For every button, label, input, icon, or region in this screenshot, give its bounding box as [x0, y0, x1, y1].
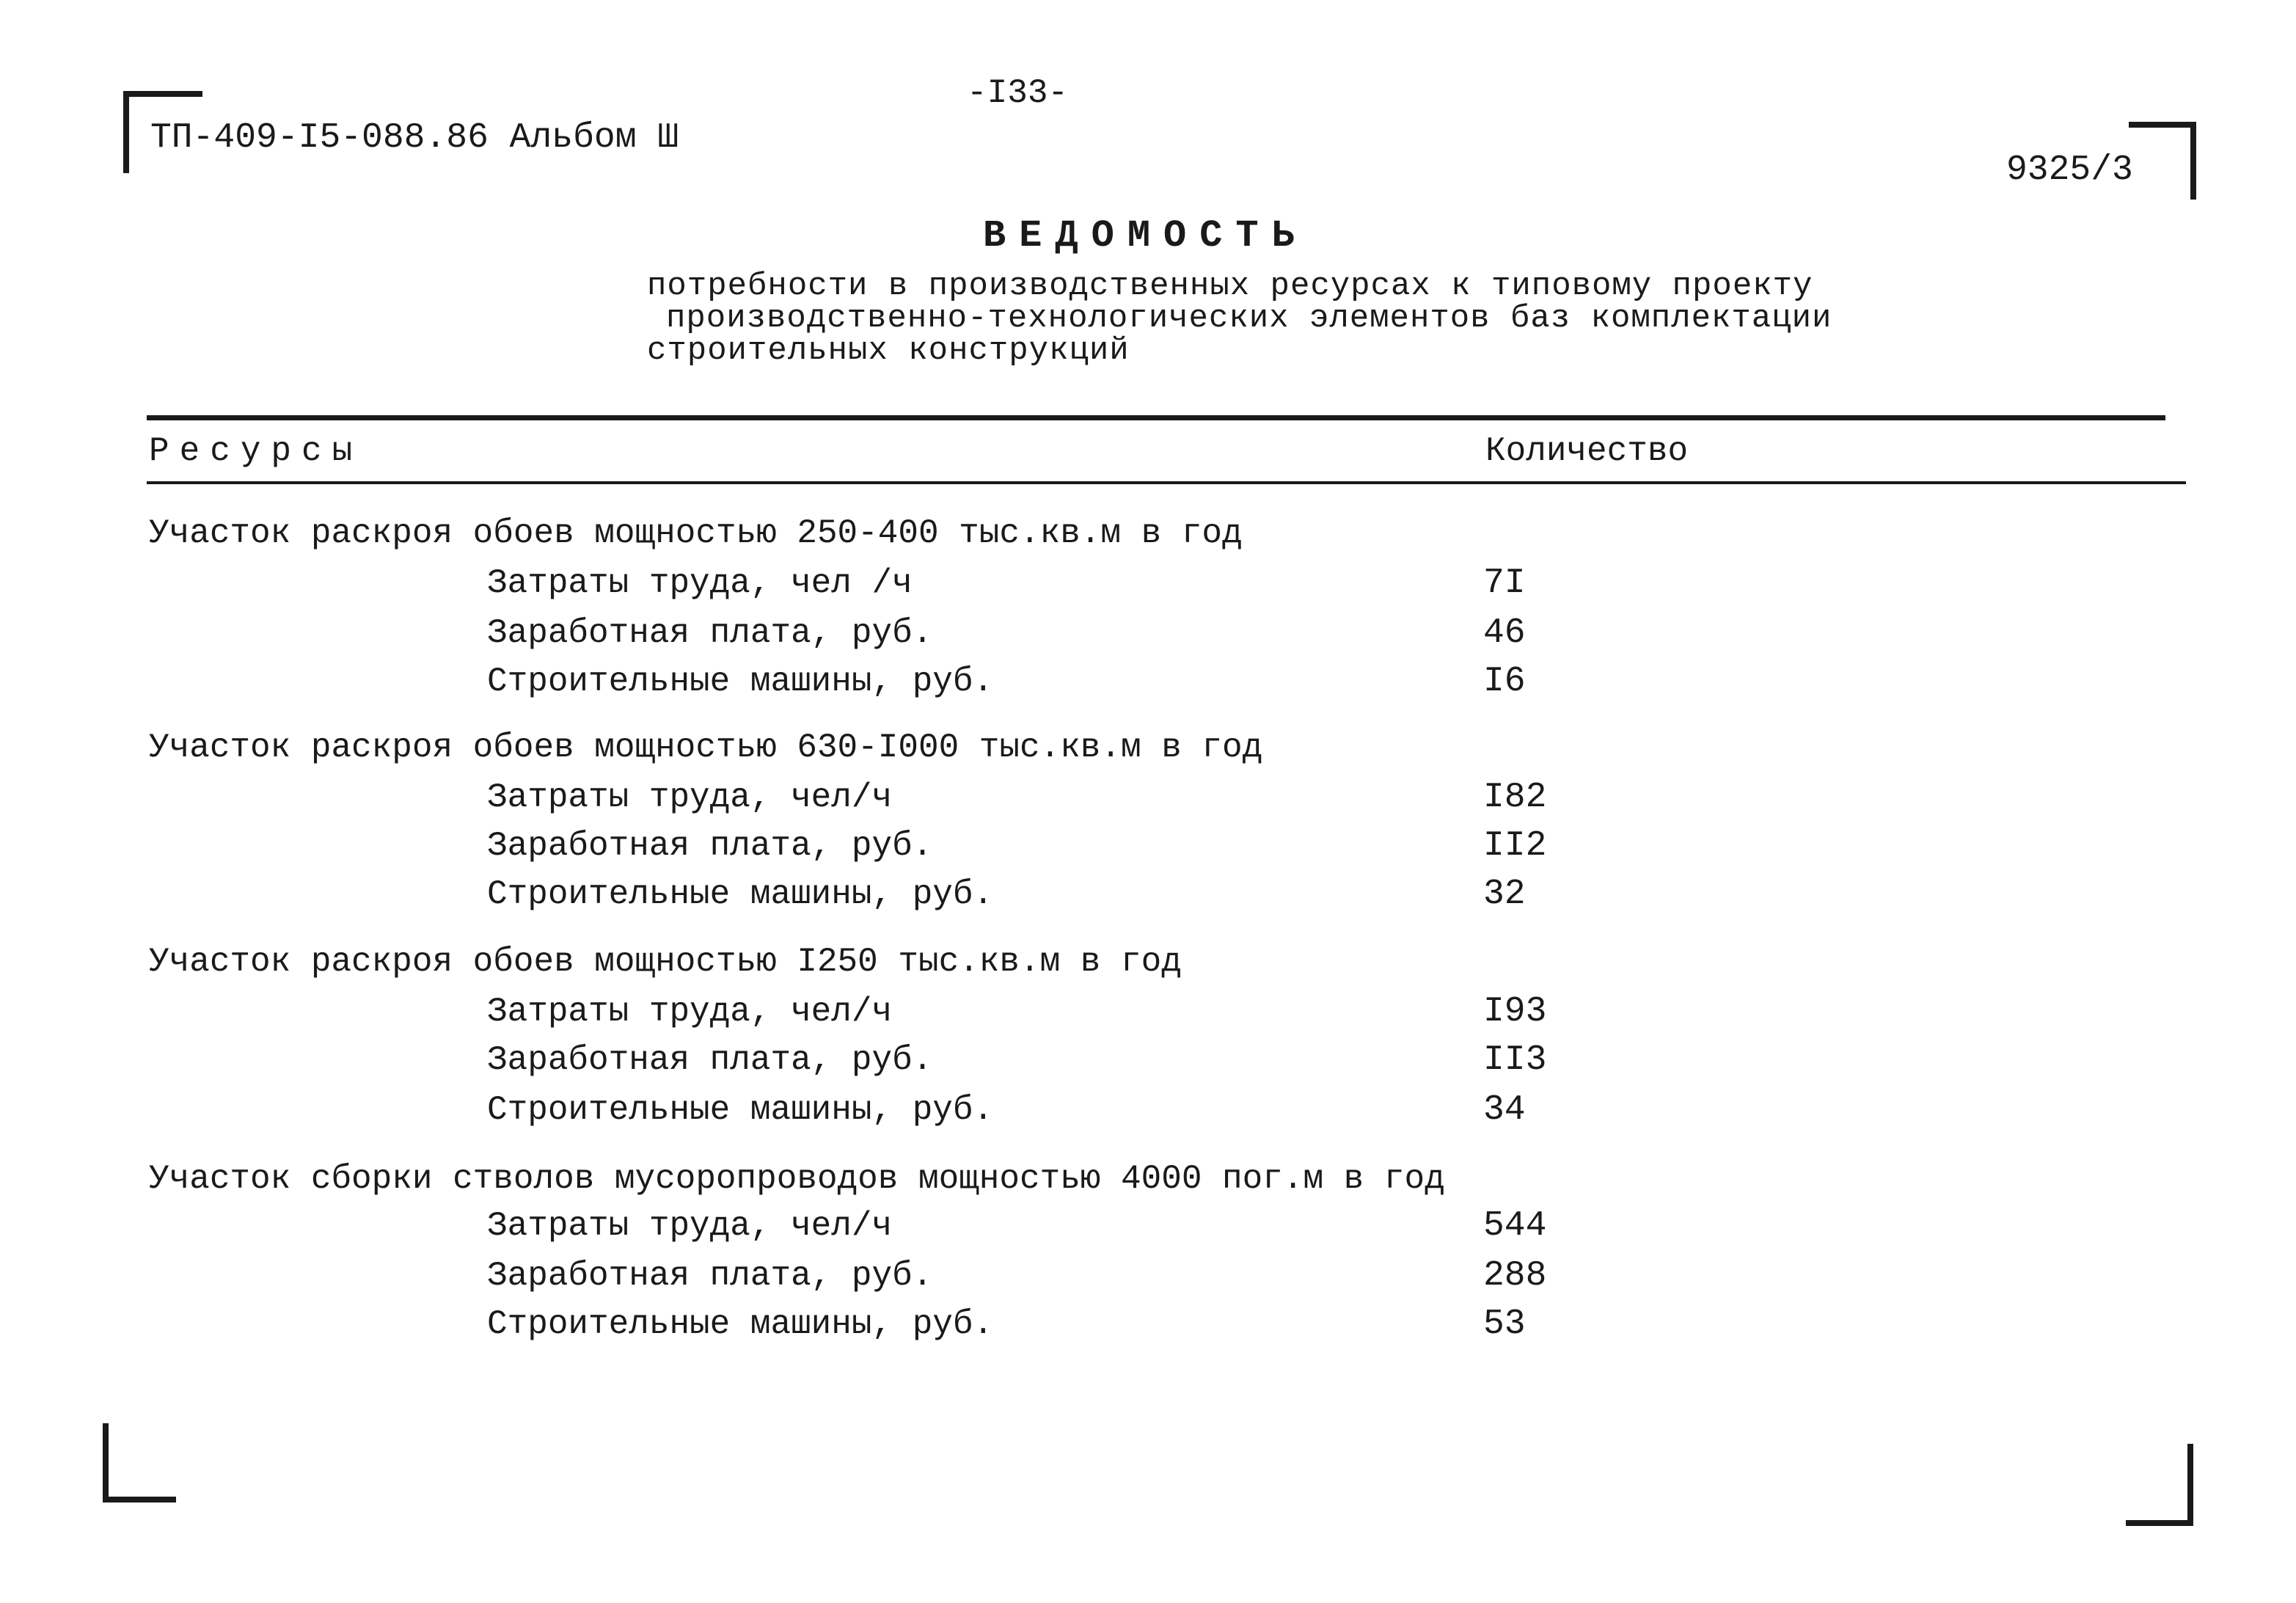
table-row-label: Затраты труда, чел/ч [487, 1207, 893, 1245]
table-row-label: Затраты труда, чел/ч [487, 778, 893, 817]
table-row-value: I93 [1483, 992, 1547, 1031]
table-row-value: II3 [1483, 1040, 1547, 1080]
table-section-label: Участок раскроя обоев мощностью 250-400 тыс.кв.м в год [149, 514, 1243, 552]
table-row-value: I82 [1483, 778, 1547, 817]
table-header-rule [147, 481, 2186, 484]
table-row-label: Затраты труда, чел /ч [487, 564, 913, 602]
table-row-label: Затраты труда, чел/ч [487, 993, 893, 1031]
table-row-value: 34 [1483, 1090, 1526, 1130]
table-row-value: 288 [1483, 1256, 1547, 1296]
table-row-value: 46 [1483, 613, 1526, 653]
table-row-label: Заработная плата, руб. [487, 1257, 933, 1295]
table-row-value: 7I [1483, 563, 1526, 603]
table-top-rule [147, 415, 2165, 420]
corner-mark-top-right [2190, 122, 2196, 200]
page-number: -I33- [967, 74, 1069, 112]
table-section-label: Участок раскроя обоев мощностью 630-I000 тыс.кв.м в год [149, 729, 1263, 767]
table-row-label: Строительные машины, руб. [487, 662, 994, 701]
corner-mark-bottom-left [103, 1497, 176, 1502]
sheet-code: 9325/3 [2006, 150, 2133, 190]
corner-mark-top-left [123, 91, 129, 173]
table-row-label: Строительные машины, руб. [487, 1305, 994, 1343]
document-subtitle-line: производственно-технологических элементов баз комплектации [666, 300, 1832, 337]
table-row-label: Строительные машины, руб. [487, 1091, 994, 1129]
table-row-label: Строительные машины, руб. [487, 875, 994, 913]
corner-mark-bottom-right [2187, 1444, 2193, 1526]
corner-mark-top-right [2129, 122, 2196, 128]
table-row-value: 544 [1483, 1206, 1547, 1246]
document-subtitle-line: потребности в производственных ресурсах к типовому проекту [647, 268, 1813, 304]
table-row-value: 53 [1483, 1304, 1526, 1344]
document-title: ВЕДОМОСТЬ [983, 214, 1308, 258]
table-row-value: I6 [1483, 662, 1526, 701]
document-subtitle-line: строительных конструкций [647, 332, 1130, 369]
document-code: ТП-409-I5-088.86 Альбом Ш [150, 118, 679, 158]
table-row-value: II2 [1483, 826, 1547, 866]
table-section-label: Участок раскроя обоев мощностью I250 тыс.кв.м в год [149, 943, 1182, 981]
corner-mark-bottom-left [103, 1423, 109, 1502]
table-row-label: Заработная плата, руб. [487, 827, 933, 865]
corner-mark-bottom-right [2126, 1520, 2193, 1526]
table-row-value: 32 [1483, 874, 1526, 914]
corner-mark-top-left [123, 91, 202, 97]
table-section-label: Участок сборки стволов мусоропроводов мощностью 4000 пог.м в год [149, 1160, 1445, 1198]
column-header-resource: Ресурсы [149, 432, 363, 470]
table-row-label: Заработная плата, руб. [487, 614, 933, 652]
column-header-quantity: Количество [1485, 432, 1689, 470]
table-row-label: Заработная плата, руб. [487, 1041, 933, 1079]
